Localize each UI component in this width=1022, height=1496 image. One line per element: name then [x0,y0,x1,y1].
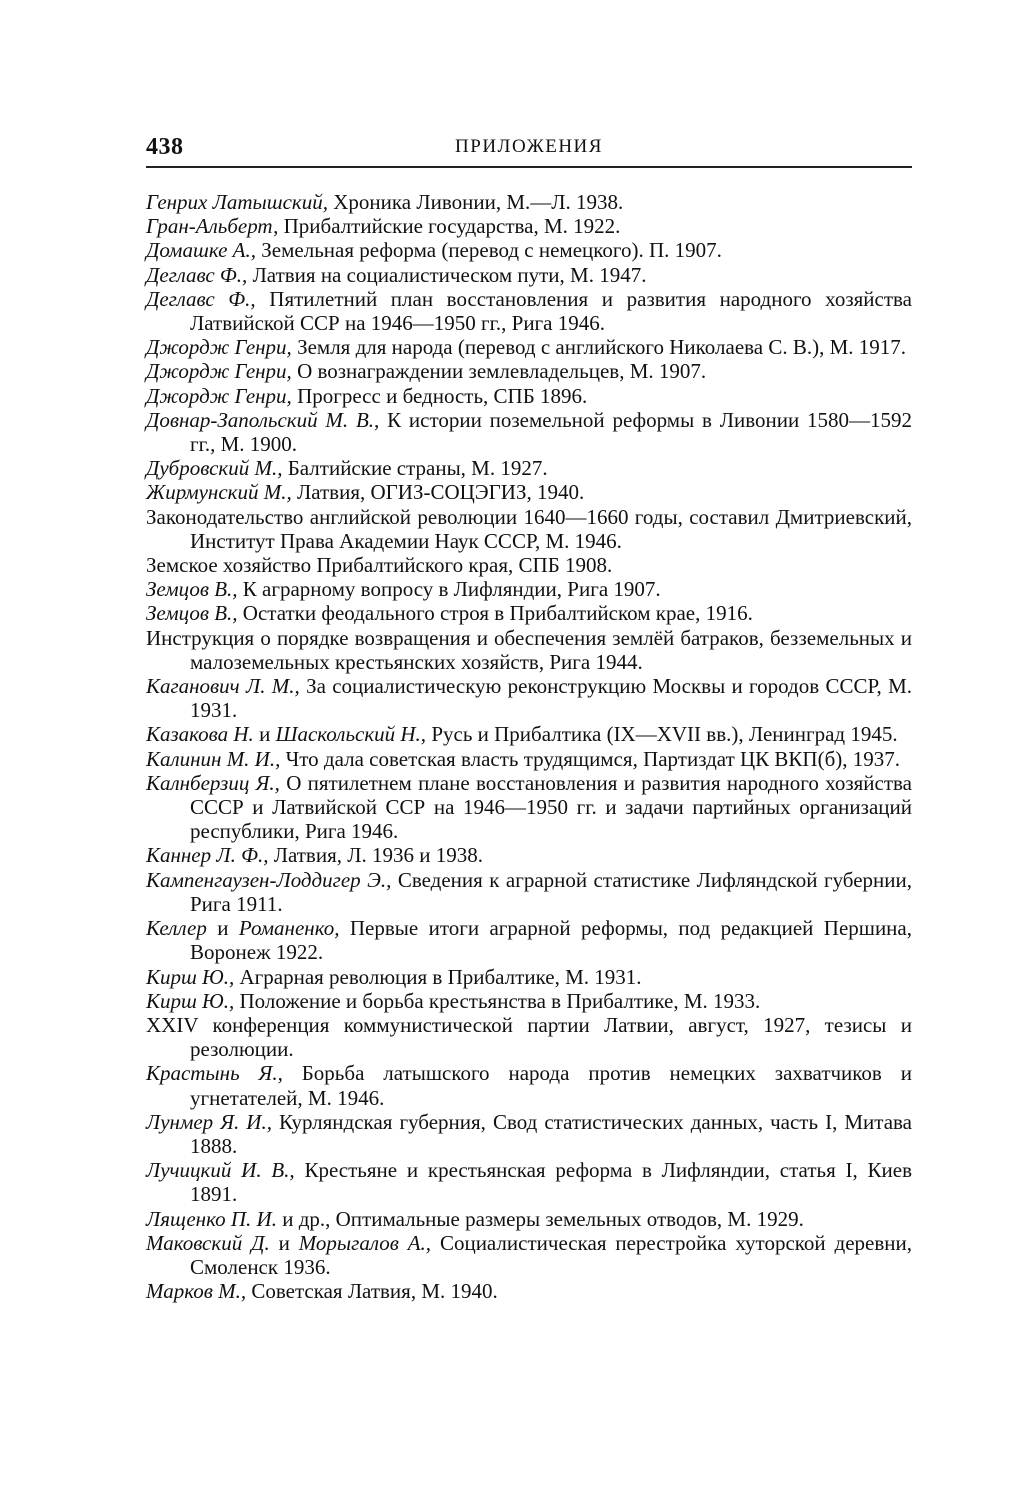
entry-author: Лунмер Я. И., [146,1109,272,1134]
entry-author: Маковский Д. [146,1230,270,1255]
entry-text: Борьба латышского народа против немецких захватчиков и угнетателей, М. 1946. [190,1061,912,1110]
entry-text: Хроника Ливонии, М.—Л. 1938. [328,190,624,214]
section-title: ПРИЛОЖЕНИЯ [455,136,603,157]
entry-author: Кирш Ю., [146,988,235,1013]
bibliography-entry [146,1207,912,1231]
bibliography-entry [146,965,912,989]
entry-text: Остатки феодального строя в Прибалтийском крае, 1916. [237,601,753,626]
entry-author: Жирмунский М., [146,480,292,505]
entry-text: Латвия, ОГИЗ-СОЦЭГИЗ, 1940. [291,480,585,505]
entry-text: Социалистическая перестройка хуторской деревни, Смоленск 1936. [190,1230,912,1279]
entry-author: Каганович Л. М., [146,674,300,699]
bibliography-entry [146,480,912,504]
entry-author: Лучицкий И. В., [146,1158,295,1183]
entry-author: Дубровский М., [146,456,283,481]
entry-author: Довнар-Запольский М. В., [146,407,380,432]
bibliography-entry [146,601,912,625]
entry-text: О вознаграждении землевладельцев, М. 1907. [291,359,707,384]
entry-text: Прибалтийские государства, М. 1922. [278,214,621,239]
bibliography-entry [146,190,912,214]
bibliography-entry [146,989,912,1013]
entry-author: Лященко П. И. [146,1206,277,1231]
bibliography-entry [146,553,912,577]
entry-text: Латвия на социалистическом пути, М. 1947. [247,262,647,287]
entry-author: Кирш Ю., [146,964,235,989]
entry-author: Джордж Генри, [146,383,292,408]
entry-author: Калнберзиц Я., [146,770,280,795]
entry-author: Деглавс Ф., [146,286,256,311]
entry-author: Шаскольский Н., [275,722,427,747]
entry-text: К истории поземельной реформы в Ливонии 1580—1592 гг., М. 1900. [190,407,912,457]
entry-text: Инструкция о порядке возвращения и обеспечения землёй батраков, безземельных и малоземельных крестьянских хозяйств, Рига 1944. [146,625,912,674]
bibliography-entry [146,1158,912,1206]
entry-text: XXIV конференция коммунистической партии Латвии, август, 1927, тезисы и резолюции. [146,1012,912,1062]
bibliography-entry [146,1279,912,1303]
entry-author: Морыгалов А., [298,1230,432,1255]
entry-text: Земельная реформа (перевод с немецкого). П. 1907. [256,238,722,263]
entry-text: Земское хозяйство Прибалтийского края, СПБ 1908. [146,553,613,578]
bibliography-entry [146,1110,912,1158]
entry-text: и [206,916,239,941]
bibliography-entry [146,384,912,408]
bibliography-entry [146,1231,912,1279]
entry-text: За социалистическую реконструкцию Москвы и городов СССР, М. 1931. [190,674,913,723]
entry-author: Кампенгаузен-Лоддигер Э., [146,867,392,892]
bibliography-entry [146,674,912,722]
entry-text: Земля для народа (перевод с английского Николаева С. В.), М. 1917. [291,335,907,360]
entry-text: Латвия, Л. 1936 и 1938. [268,843,483,868]
entry-text: Прогресс и бедность, СПБ 1896. [291,383,588,408]
bibliography-list [146,190,912,1303]
bibliography-entry [146,916,912,964]
entry-text: Курляндская губерния, Свод статистических данных, часть I, Митава 1888. [190,1109,912,1158]
bibliography-entry [146,408,912,456]
entry-author: Каннер Л. Ф., [146,843,269,868]
bibliography-entry [146,1061,912,1109]
entry-text: Балтийские страны, М. 1927. [282,456,548,481]
entry-author: Калинин М. И., [146,746,281,771]
entry-text: Пятилетний план восстановления и развития народного хозяйства Латвийской ССР на 1946—1950 гг., Рига 1946. [190,286,912,336]
bibliography-entry [146,287,912,335]
bibliography-entry [146,747,912,771]
entry-author: Домашке А., [146,238,257,263]
bibliography-entry [146,843,912,867]
entry-author: Марков М., [146,1279,247,1304]
bibliography-entry [146,335,912,359]
entry-text: Аграрная революция в Прибалтике, М. 1931. [234,964,642,989]
bibliography-entry [146,626,912,674]
bibliography-entry [146,456,912,480]
entry-author: Гран-Альберт, [146,214,279,239]
entry-text: Русь и Прибалтика (IX—XVII вв.), Ленинград 1945. [426,722,898,747]
bibliography-entry [146,722,912,746]
bibliography-entry [146,868,912,916]
entry-text: и [269,1230,299,1255]
entry-text: и [253,722,276,747]
entry-text: Крестьяне и крестьянская реформа в Лифляндии, статья I, Киев 1891. [190,1158,912,1207]
entry-text: О пятилетнем плане восстановления и развития народного хозяйства СССР и Латвийской ССР на 1946—1950 гг. и задачи партийных организаций республики, Рига 1946. [190,770,912,844]
entry-author: Земцов В., [146,601,238,626]
entry-author: Келлер [146,916,207,941]
page-number: 438 [146,134,184,160]
entry-text: Сведения к аграрной статистике Лифляндской губернии, Рига 1911. [190,867,912,916]
bibliography-entry [146,214,912,238]
bibliography-entry [146,1013,912,1061]
bibliography-entry [146,771,912,844]
bibliography-entry [146,577,912,601]
running-header [146,132,912,168]
entry-text: и др., Оптимальные размеры земельных отводов, М. 1929. [276,1206,804,1231]
bibliography-entry [146,359,912,383]
entry-author: Генрих Латышский, [146,190,328,214]
bibliography-entry [146,238,912,262]
entry-text: Законодательство английской революции 1640—1660 годы, составил Дмитриевский, Институт Права Академии Наук СССР, М. 1946. [146,504,912,553]
entry-text: К аграрному вопросу в Лифляндии, Рига 1907. [237,577,661,602]
entry-text: Советская Латвия, М. 1940. [246,1279,498,1304]
entry-author: Джордж Генри, [146,359,292,384]
entry-text: Положение и борьба крестьянства в Прибалтике, М. 1933. [234,988,761,1013]
entry-author: Романенко, [238,916,340,941]
entry-author: Джордж Генри, [146,335,292,360]
bibliography-entry [146,505,912,553]
entry-text: Что дала советская власть трудящимся, Партиздат ЦК ВКП(б), 1937. [280,746,901,771]
entry-author: Деглавс Ф., [146,262,248,287]
document-page [146,132,912,1303]
entry-text: Первые итоги аграрной реформы, под редакцией Першина, Воронеж 1922. [190,916,912,965]
bibliography-entry [146,263,912,287]
entry-author: Крастынь Я., [146,1061,283,1086]
entry-author: Земцов В., [146,577,238,602]
entry-author: Казакова Н. [146,722,254,747]
